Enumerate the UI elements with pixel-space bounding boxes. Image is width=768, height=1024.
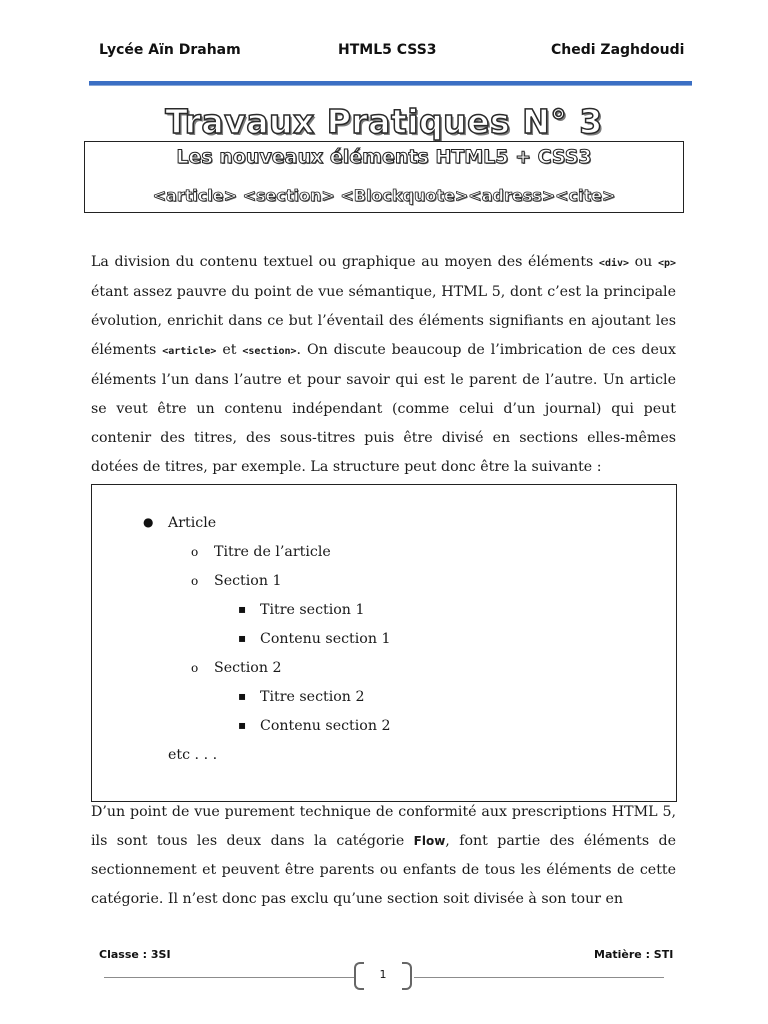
- code-div: <div>: [598, 258, 630, 269]
- square-bullet: ▪: [238, 631, 247, 645]
- header-author: Chedi Zaghdoudi: [551, 42, 685, 58]
- footer-divider-right: [414, 977, 664, 978]
- list-item: Titre de l’article: [214, 544, 331, 560]
- header-subject: HTML5 CSS3: [338, 42, 437, 58]
- text-run: D’un point de vue purement technique de conformité aux prescriptions HTML 5, ils sont tous les deux dans la catégorie: [91, 804, 676, 849]
- list-item: Article: [168, 515, 217, 531]
- footer-divider-left: [104, 977, 354, 978]
- text-run: étant assez pauvre du point de vue sémantique, HTML 5, dont c’est la principale évolution, enrichit dans ce but l’éventail des éléments signifiants en ajoutant les éléments: [91, 284, 676, 358]
- circle-bullet: o: [191, 574, 199, 588]
- header-school: Lycée Aïn Draham: [99, 42, 241, 58]
- text-run: et: [216, 342, 243, 358]
- intro-paragraph: [91, 248, 676, 482]
- list-item: Titre section 1: [260, 602, 365, 618]
- page-bracket-right: [402, 962, 412, 990]
- subtitle-box: [84, 141, 684, 213]
- page-bracket-left: [354, 962, 364, 990]
- footer-class: Classe : 3SI: [99, 948, 171, 961]
- text-run: La division du contenu textuel ou graphique au moyen des éléments: [91, 254, 599, 270]
- footer-subject: Matière : STI: [594, 948, 674, 961]
- document-title: Travaux Pratiques N° 3: [165, 102, 603, 141]
- header-divider: [89, 81, 692, 86]
- document-subtitle: Les nouveaux éléments HTML5 + CSS3: [176, 146, 592, 168]
- code-flow: Flow: [413, 834, 446, 848]
- square-bullet: ▪: [238, 689, 247, 703]
- code-p: <p>: [657, 258, 676, 269]
- disc-bullet: ●: [143, 515, 154, 529]
- structure-box: [91, 484, 677, 802]
- page-number: 1: [379, 968, 387, 981]
- code-section: <section>: [242, 346, 297, 357]
- element-tags: <article> <section> <Blockquote><adress><cite>: [152, 186, 616, 205]
- list-item: Contenu section 2: [260, 718, 391, 734]
- text-run: , font partie des éléments de sectionnement et peuvent être parents ou enfants de tous les éléments de cette catégorie. Il n’est donc pas exclu qu’une section soit divisée à son tour en: [91, 833, 676, 907]
- list-etc: etc . . .: [168, 747, 218, 763]
- text-run: . On discute beaucoup de l’imbrication de ces deux éléments l’un dans l’autre et pour savoir qui est le parent de l’autre. Un article se veut être un contenu indépendant (comme celui d’un journal) qui peut contenir des titres, des sous-titres puis être divisé en sections elles-mêmes dotées de titres, par exemple. La structure peut donc être la suivante :: [91, 342, 676, 475]
- square-bullet: ▪: [238, 602, 247, 616]
- list-item: Section 2: [214, 660, 282, 676]
- circle-bullet: o: [191, 661, 199, 675]
- page-header: [0, 42, 768, 62]
- technical-paragraph: [91, 798, 676, 914]
- list-item: Titre section 2: [260, 689, 365, 705]
- list-item: Section 1: [214, 573, 282, 589]
- square-bullet: ▪: [238, 718, 247, 732]
- text-run: ou: [629, 254, 658, 270]
- circle-bullet: o: [191, 545, 199, 559]
- code-article: <article>: [162, 346, 217, 357]
- list-item: Contenu section 1: [260, 631, 391, 647]
